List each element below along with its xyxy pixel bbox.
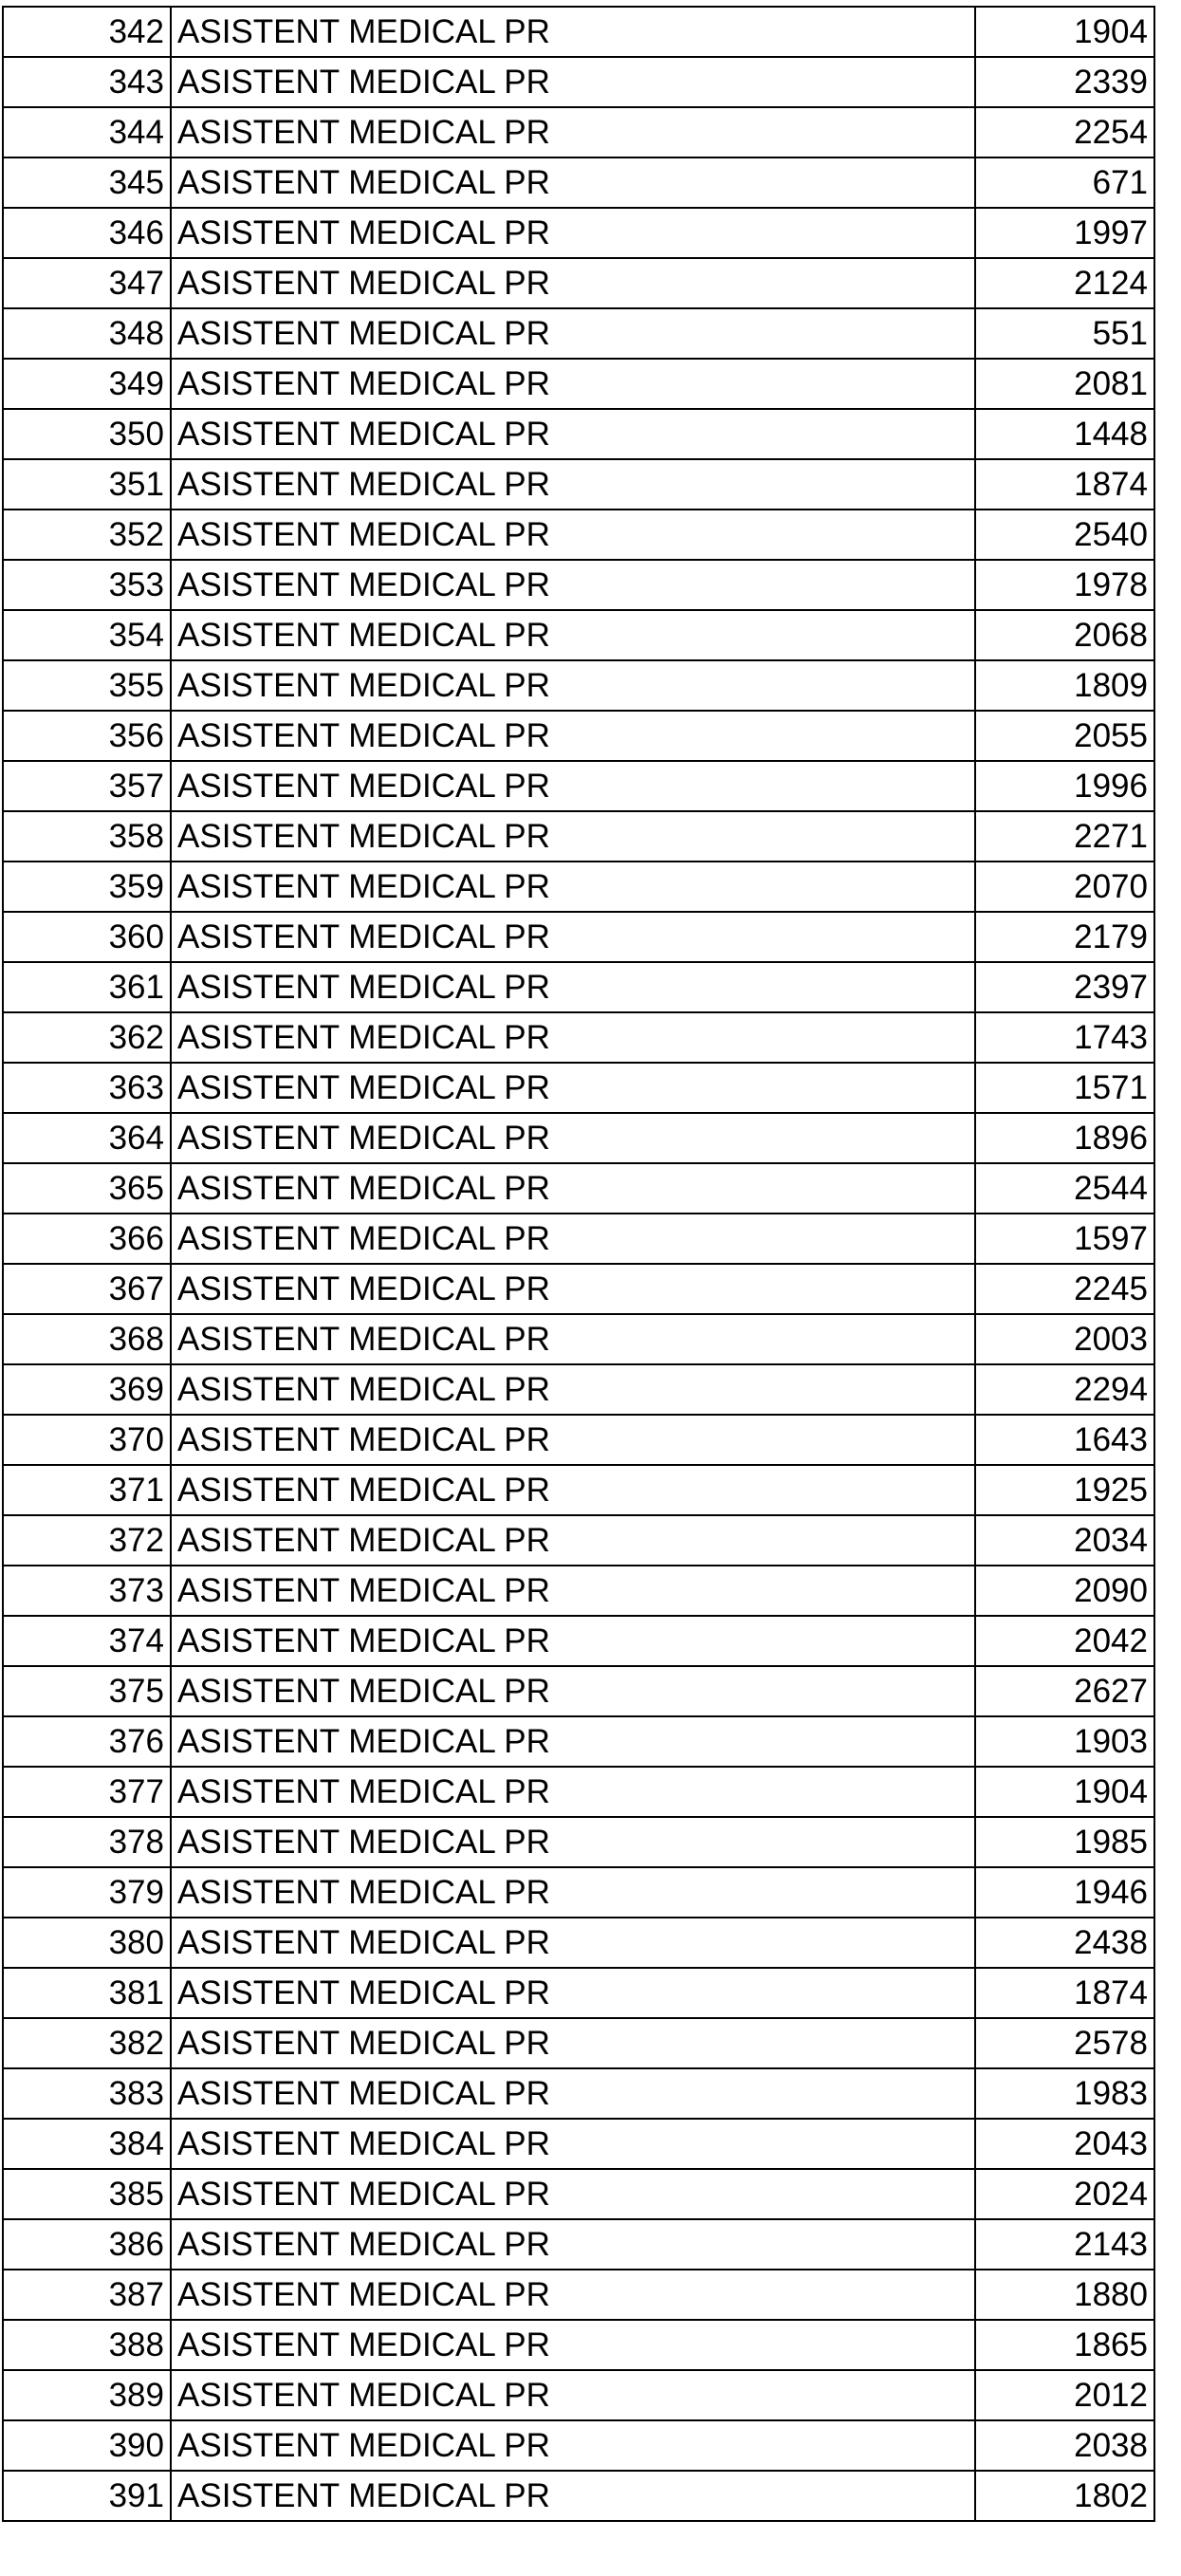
row-number-cell: 371 xyxy=(3,1465,171,1515)
row-name-cell: ASISTENT MEDICAL PR xyxy=(171,2370,975,2420)
row-number-cell: 384 xyxy=(3,2119,171,2169)
table-row xyxy=(3,610,1154,660)
table-row xyxy=(3,711,1154,761)
table-body xyxy=(3,7,1154,2521)
row-value-cell: 2294 xyxy=(975,1364,1154,1415)
table-row xyxy=(3,1566,1154,1616)
table-row xyxy=(3,1012,1154,1063)
table-row xyxy=(3,2219,1154,2270)
row-name-cell: ASISTENT MEDICAL PR xyxy=(171,1767,975,1817)
row-value-cell: 1946 xyxy=(975,1867,1154,1918)
row-value-cell: 2540 xyxy=(975,510,1154,560)
row-number-cell: 362 xyxy=(3,1012,171,1063)
row-name-cell: ASISTENT MEDICAL PR xyxy=(171,610,975,660)
table-row xyxy=(3,2270,1154,2320)
row-name-cell: ASISTENT MEDICAL PR xyxy=(171,2270,975,2320)
row-number-cell: 372 xyxy=(3,1515,171,1566)
table-row xyxy=(3,1867,1154,1918)
table-row xyxy=(3,2119,1154,2169)
data-table xyxy=(2,6,1155,2522)
table-row xyxy=(3,2018,1154,2068)
table-row xyxy=(3,1163,1154,1214)
row-number-cell: 381 xyxy=(3,1968,171,2018)
row-name-cell: ASISTENT MEDICAL PR xyxy=(171,1465,975,1515)
row-number-cell: 366 xyxy=(3,1214,171,1264)
row-number-cell: 370 xyxy=(3,1415,171,1465)
row-value-cell: 1925 xyxy=(975,1465,1154,1515)
row-number-cell: 358 xyxy=(3,811,171,862)
row-value-cell: 1571 xyxy=(975,1063,1154,1113)
row-name-cell: ASISTENT MEDICAL PR xyxy=(171,811,975,862)
row-name-cell: ASISTENT MEDICAL PR xyxy=(171,208,975,258)
row-number-cell: 342 xyxy=(3,7,171,57)
row-name-cell: ASISTENT MEDICAL PR xyxy=(171,1867,975,1918)
row-name-cell: ASISTENT MEDICAL PR xyxy=(171,510,975,560)
row-value-cell: 1978 xyxy=(975,560,1154,610)
row-name-cell: ASISTENT MEDICAL PR xyxy=(171,1716,975,1767)
row-number-cell: 380 xyxy=(3,1918,171,1968)
row-number-cell: 353 xyxy=(3,560,171,610)
row-name-cell: ASISTENT MEDICAL PR xyxy=(171,711,975,761)
table-row xyxy=(3,1968,1154,2018)
table-row xyxy=(3,560,1154,610)
row-name-cell: ASISTENT MEDICAL PR xyxy=(171,308,975,359)
row-number-cell: 369 xyxy=(3,1364,171,1415)
row-number-cell: 386 xyxy=(3,2219,171,2270)
row-number-cell: 360 xyxy=(3,912,171,962)
row-name-cell: ASISTENT MEDICAL PR xyxy=(171,2219,975,2270)
table-row xyxy=(3,2420,1154,2471)
table-row xyxy=(3,1113,1154,1163)
row-name-cell: ASISTENT MEDICAL PR xyxy=(171,409,975,459)
row-number-cell: 374 xyxy=(3,1616,171,1666)
table-row xyxy=(3,1314,1154,1364)
row-name-cell: ASISTENT MEDICAL PR xyxy=(171,962,975,1012)
row-name-cell: ASISTENT MEDICAL PR xyxy=(171,1163,975,1214)
table-row xyxy=(3,761,1154,811)
table-row xyxy=(3,409,1154,459)
table-row xyxy=(3,1666,1154,1716)
row-number-cell: 347 xyxy=(3,258,171,308)
table-row xyxy=(3,107,1154,158)
row-value-cell: 2090 xyxy=(975,1566,1154,1616)
row-value-cell: 2068 xyxy=(975,610,1154,660)
row-value-cell: 2179 xyxy=(975,912,1154,962)
row-name-cell: ASISTENT MEDICAL PR xyxy=(171,912,975,962)
row-value-cell: 2254 xyxy=(975,107,1154,158)
row-name-cell: ASISTENT MEDICAL PR xyxy=(171,258,975,308)
table-row xyxy=(3,1465,1154,1515)
row-number-cell: 365 xyxy=(3,1163,171,1214)
row-number-cell: 363 xyxy=(3,1063,171,1113)
row-name-cell: ASISTENT MEDICAL PR xyxy=(171,1817,975,1867)
row-value-cell: 1880 xyxy=(975,2270,1154,2320)
table-row xyxy=(3,862,1154,912)
row-value-cell: 1809 xyxy=(975,660,1154,711)
row-name-cell: ASISTENT MEDICAL PR xyxy=(171,761,975,811)
row-name-cell: ASISTENT MEDICAL PR xyxy=(171,1918,975,1968)
row-number-cell: 383 xyxy=(3,2068,171,2119)
row-value-cell: 2627 xyxy=(975,1666,1154,1716)
row-number-cell: 379 xyxy=(3,1867,171,1918)
row-value-cell: 1903 xyxy=(975,1716,1154,1767)
row-name-cell: ASISTENT MEDICAL PR xyxy=(171,2018,975,2068)
row-name-cell: ASISTENT MEDICAL PR xyxy=(171,1515,975,1566)
row-number-cell: 382 xyxy=(3,2018,171,2068)
row-name-cell: ASISTENT MEDICAL PR xyxy=(171,1666,975,1716)
row-value-cell: 2271 xyxy=(975,811,1154,862)
row-name-cell: ASISTENT MEDICAL PR xyxy=(171,2119,975,2169)
table-row xyxy=(3,811,1154,862)
table-row xyxy=(3,208,1154,258)
table-row xyxy=(3,1817,1154,1867)
row-number-cell: 375 xyxy=(3,1666,171,1716)
table-row xyxy=(3,1918,1154,1968)
row-name-cell: ASISTENT MEDICAL PR xyxy=(171,158,975,208)
row-value-cell: 2438 xyxy=(975,1918,1154,1968)
row-number-cell: 390 xyxy=(3,2420,171,2471)
table-row xyxy=(3,459,1154,510)
row-name-cell: ASISTENT MEDICAL PR xyxy=(171,560,975,610)
row-name-cell: ASISTENT MEDICAL PR xyxy=(171,1616,975,1666)
table-row xyxy=(3,510,1154,560)
row-name-cell: ASISTENT MEDICAL PR xyxy=(171,2169,975,2219)
row-value-cell: 1983 xyxy=(975,2068,1154,2119)
table-row xyxy=(3,258,1154,308)
row-value-cell: 1874 xyxy=(975,459,1154,510)
row-name-cell: ASISTENT MEDICAL PR xyxy=(171,1264,975,1314)
row-value-cell: 2003 xyxy=(975,1314,1154,1364)
row-name-cell: ASISTENT MEDICAL PR xyxy=(171,862,975,912)
row-number-cell: 352 xyxy=(3,510,171,560)
row-number-cell: 385 xyxy=(3,2169,171,2219)
table-row xyxy=(3,1415,1154,1465)
row-name-cell: ASISTENT MEDICAL PR xyxy=(171,2320,975,2370)
row-number-cell: 373 xyxy=(3,1566,171,1616)
row-name-cell: ASISTENT MEDICAL PR xyxy=(171,1214,975,1264)
table-row xyxy=(3,1264,1154,1314)
row-value-cell: 551 xyxy=(975,308,1154,359)
row-value-cell: 1448 xyxy=(975,409,1154,459)
table-row xyxy=(3,1767,1154,1817)
row-value-cell: 1904 xyxy=(975,7,1154,57)
row-name-cell: ASISTENT MEDICAL PR xyxy=(171,660,975,711)
row-name-cell: ASISTENT MEDICAL PR xyxy=(171,7,975,57)
table-row xyxy=(3,158,1154,208)
table-row xyxy=(3,359,1154,409)
row-value-cell: 671 xyxy=(975,158,1154,208)
table-row xyxy=(3,2370,1154,2420)
row-number-cell: 355 xyxy=(3,660,171,711)
row-name-cell: ASISTENT MEDICAL PR xyxy=(171,1113,975,1163)
row-name-cell: ASISTENT MEDICAL PR xyxy=(171,1063,975,1113)
row-name-cell: ASISTENT MEDICAL PR xyxy=(171,359,975,409)
row-value-cell: 1865 xyxy=(975,2320,1154,2370)
row-number-cell: 356 xyxy=(3,711,171,761)
table-row xyxy=(3,57,1154,107)
row-number-cell: 364 xyxy=(3,1113,171,1163)
row-number-cell: 351 xyxy=(3,459,171,510)
row-value-cell: 1597 xyxy=(975,1214,1154,1264)
table-row xyxy=(3,912,1154,962)
row-number-cell: 344 xyxy=(3,107,171,158)
row-value-cell: 2034 xyxy=(975,1515,1154,1566)
table-row xyxy=(3,1364,1154,1415)
table-row xyxy=(3,1515,1154,1566)
row-name-cell: ASISTENT MEDICAL PR xyxy=(171,2471,975,2521)
row-number-cell: 346 xyxy=(3,208,171,258)
row-value-cell: 2544 xyxy=(975,1163,1154,1214)
row-number-cell: 391 xyxy=(3,2471,171,2521)
row-name-cell: ASISTENT MEDICAL PR xyxy=(171,459,975,510)
row-name-cell: ASISTENT MEDICAL PR xyxy=(171,107,975,158)
row-number-cell: 349 xyxy=(3,359,171,409)
table-row xyxy=(3,2169,1154,2219)
row-value-cell: 2081 xyxy=(975,359,1154,409)
row-name-cell: ASISTENT MEDICAL PR xyxy=(171,1566,975,1616)
table-row xyxy=(3,962,1154,1012)
row-name-cell: ASISTENT MEDICAL PR xyxy=(171,1012,975,1063)
row-number-cell: 387 xyxy=(3,2270,171,2320)
row-value-cell: 1643 xyxy=(975,1415,1154,1465)
row-value-cell: 2339 xyxy=(975,57,1154,107)
table-row xyxy=(3,2320,1154,2370)
table-row xyxy=(3,2471,1154,2521)
table-row xyxy=(3,1063,1154,1113)
row-value-cell: 1996 xyxy=(975,761,1154,811)
row-number-cell: 378 xyxy=(3,1817,171,1867)
row-value-cell: 2245 xyxy=(975,1264,1154,1314)
table-row xyxy=(3,2068,1154,2119)
table-row xyxy=(3,1716,1154,1767)
row-number-cell: 367 xyxy=(3,1264,171,1314)
row-number-cell: 345 xyxy=(3,158,171,208)
row-number-cell: 357 xyxy=(3,761,171,811)
row-number-cell: 368 xyxy=(3,1314,171,1364)
row-value-cell: 2043 xyxy=(975,2119,1154,2169)
row-value-cell: 2024 xyxy=(975,2169,1154,2219)
row-value-cell: 1985 xyxy=(975,1817,1154,1867)
row-value-cell: 2055 xyxy=(975,711,1154,761)
row-number-cell: 376 xyxy=(3,1716,171,1767)
row-number-cell: 348 xyxy=(3,308,171,359)
row-name-cell: ASISTENT MEDICAL PR xyxy=(171,1364,975,1415)
row-name-cell: ASISTENT MEDICAL PR xyxy=(171,1415,975,1465)
row-value-cell: 1904 xyxy=(975,1767,1154,1817)
row-name-cell: ASISTENT MEDICAL PR xyxy=(171,57,975,107)
row-number-cell: 343 xyxy=(3,57,171,107)
table-row xyxy=(3,7,1154,57)
row-value-cell: 2143 xyxy=(975,2219,1154,2270)
table-row xyxy=(3,1616,1154,1666)
row-number-cell: 388 xyxy=(3,2320,171,2370)
row-name-cell: ASISTENT MEDICAL PR xyxy=(171,1968,975,2018)
row-number-cell: 361 xyxy=(3,962,171,1012)
row-value-cell: 2070 xyxy=(975,862,1154,912)
table-row xyxy=(3,308,1154,359)
row-value-cell: 2012 xyxy=(975,2370,1154,2420)
row-number-cell: 354 xyxy=(3,610,171,660)
row-name-cell: ASISTENT MEDICAL PR xyxy=(171,2420,975,2471)
row-name-cell: ASISTENT MEDICAL PR xyxy=(171,1314,975,1364)
table-row xyxy=(3,1214,1154,1264)
row-name-cell: ASISTENT MEDICAL PR xyxy=(171,2068,975,2119)
row-value-cell: 1896 xyxy=(975,1113,1154,1163)
row-value-cell: 1802 xyxy=(975,2471,1154,2521)
row-value-cell: 2042 xyxy=(975,1616,1154,1666)
row-value-cell: 2124 xyxy=(975,258,1154,308)
row-value-cell: 1874 xyxy=(975,1968,1154,2018)
row-number-cell: 350 xyxy=(3,409,171,459)
table-row xyxy=(3,660,1154,711)
row-value-cell: 1997 xyxy=(975,208,1154,258)
row-value-cell: 2578 xyxy=(975,2018,1154,2068)
row-number-cell: 377 xyxy=(3,1767,171,1817)
row-number-cell: 389 xyxy=(3,2370,171,2420)
row-number-cell: 359 xyxy=(3,862,171,912)
row-value-cell: 2038 xyxy=(975,2420,1154,2471)
row-value-cell: 2397 xyxy=(975,962,1154,1012)
row-value-cell: 1743 xyxy=(975,1012,1154,1063)
